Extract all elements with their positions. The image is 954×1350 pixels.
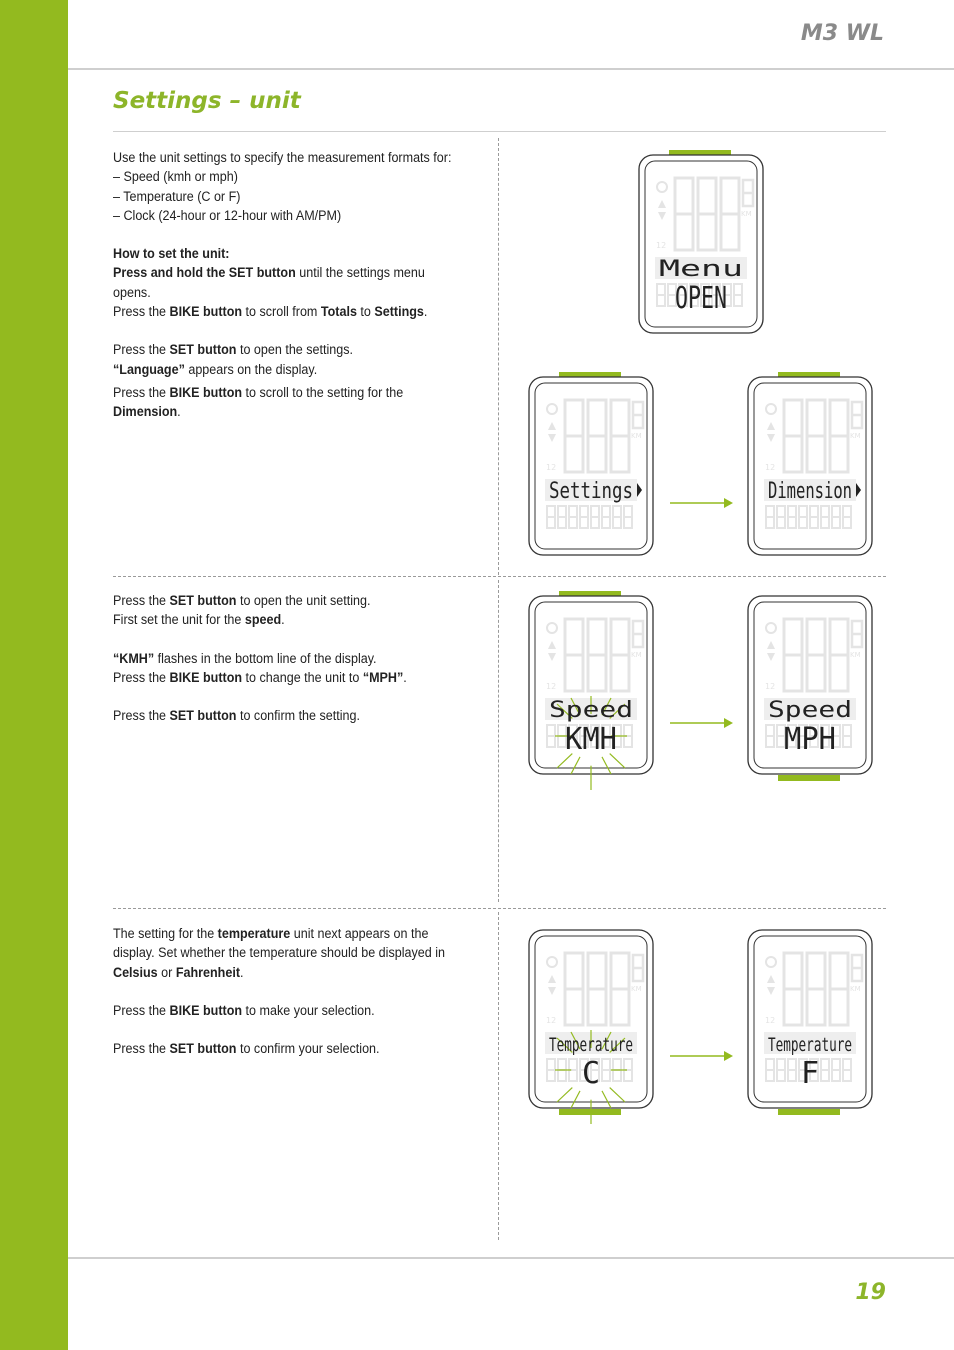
display-line-2: MPH <box>784 722 836 757</box>
arrow-right-icon <box>668 716 734 730</box>
side-color-bar <box>0 0 68 1350</box>
device-speed-mph <box>746 591 874 786</box>
section-divider <box>113 908 886 909</box>
page-number: 19 <box>855 1280 886 1305</box>
display-line-1: Temperature <box>549 1034 633 1056</box>
svg-text:KM: KM <box>850 651 861 659</box>
page-title: Settings – unit <box>113 88 301 114</box>
device-settings <box>527 372 655 567</box>
column-divider <box>498 138 499 575</box>
model-name: M3 WL <box>800 21 884 46</box>
display-line-1: Speed <box>549 698 633 723</box>
section-3-text <box>113 924 462 1058</box>
column-divider <box>498 912 499 1240</box>
svg-text:12: 12 <box>546 682 557 691</box>
step-text: Press the BIKE button to scroll to the setting for the Dimension. <box>113 384 404 420</box>
display-line-2: F <box>800 1056 820 1091</box>
display-line-1: Dimension <box>768 479 852 504</box>
display-line-2: OPEN <box>675 281 727 316</box>
svg-text:12: 12 <box>765 463 776 472</box>
section-2-text <box>113 591 462 725</box>
arrow-right-icon <box>668 496 734 510</box>
section-divider <box>113 576 886 577</box>
svg-text:12: 12 <box>546 1016 557 1025</box>
svg-text:12: 12 <box>546 463 557 472</box>
display-line-1: Temperature <box>768 1034 852 1056</box>
list-item: – Temperature (C or F) <box>113 188 241 204</box>
device-dimension <box>746 372 874 567</box>
step-text: The setting for the temperature unit next appears on the display. Set whether the temperature should be displayed in Celsius or Fahrenheit. <box>113 926 445 980</box>
intro-text: Use the unit settings to specify the measurement formats for: <box>113 150 452 165</box>
step-text: Press the BIKE button to scroll from Totals to Settings. <box>113 304 428 320</box>
step-text: Press and hold the SET button until the settings menu opens. <box>113 265 425 300</box>
svg-text:KM: KM <box>631 432 642 440</box>
svg-text:12: 12 <box>765 682 776 691</box>
step-text: “Language” appears on the display. <box>113 361 318 377</box>
svg-text:12: 12 <box>656 241 667 250</box>
list-item: – Speed (kmh or mph) <box>113 169 238 185</box>
display-line-1: Settings <box>549 479 633 504</box>
svg-text:KM: KM <box>850 432 861 440</box>
display-line-1: Menu <box>659 257 743 282</box>
section-1-text <box>113 148 462 422</box>
arrow-right-icon <box>668 1049 734 1063</box>
device-menu-open <box>637 150 765 345</box>
step-text: Press the BIKE button to change the unit to “MPH”. <box>113 669 407 685</box>
howto-heading: How to set the unit: <box>113 246 230 262</box>
device-speed-kmh <box>527 591 655 786</box>
svg-text:KM: KM <box>631 651 642 659</box>
display-line-2: C <box>581 1056 601 1091</box>
step-text: Press the SET button to confirm the setting. <box>113 708 360 724</box>
step-text: Press the SET button to open the settings. <box>113 342 354 358</box>
step-text: Press the SET button to confirm your selection. <box>113 1041 380 1057</box>
list-item: – Clock (24-hour or 12-hour with AM/PM) <box>113 207 342 223</box>
step-text: “KMH” flashes in the bottom line of the display. <box>113 650 377 666</box>
svg-text:KM: KM <box>631 985 642 993</box>
svg-text:KM: KM <box>741 210 752 218</box>
step-text: Press the BIKE button to make your selection. <box>113 1002 375 1018</box>
title-rule <box>113 131 886 132</box>
footer-rule <box>68 1257 954 1259</box>
column-divider <box>498 580 499 902</box>
svg-text:KM: KM <box>850 985 861 993</box>
device-temperature-c <box>527 925 655 1120</box>
display-line-1: Speed <box>768 698 852 723</box>
svg-text:12: 12 <box>765 1016 776 1025</box>
header-rule <box>68 68 954 70</box>
step-text: First set the unit for the speed. <box>113 612 285 628</box>
display-line-2: KMH <box>565 722 617 757</box>
device-temperature-f <box>746 925 874 1120</box>
step-text: Press the SET button to open the unit setting. <box>113 593 371 608</box>
